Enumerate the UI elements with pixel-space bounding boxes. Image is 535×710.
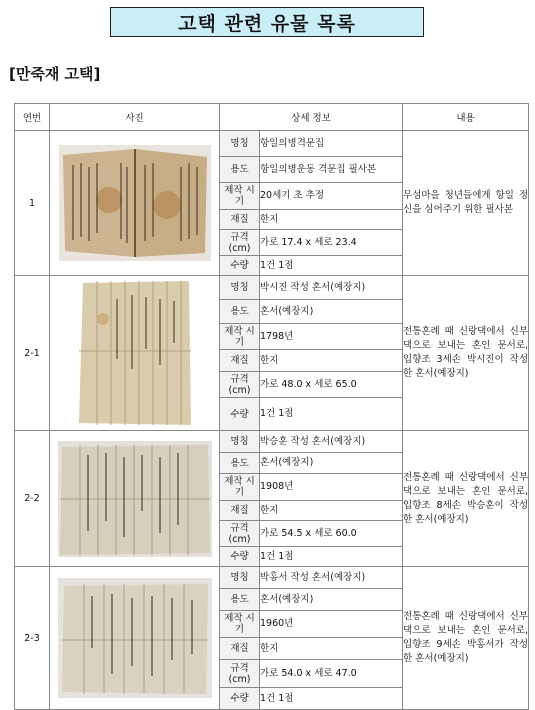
value-period: 1798년 bbox=[260, 324, 403, 350]
section-heading: [만죽재 고택] bbox=[9, 65, 101, 83]
label-name: 명칭 bbox=[220, 131, 260, 157]
value-usage: 혼서(예장지) bbox=[260, 589, 403, 611]
item-number: 2-3 bbox=[15, 567, 50, 710]
page-title: 고택 관련 유물 목록 bbox=[110, 7, 424, 37]
table-row bbox=[15, 431, 529, 453]
value-material: 한지 bbox=[260, 210, 403, 230]
value-material: 한지 bbox=[260, 638, 403, 660]
label-period: 제작 시기 bbox=[220, 324, 260, 350]
value-quantity: 1건 1점 bbox=[260, 688, 403, 710]
value-usage: 혼서(예장지) bbox=[260, 453, 403, 474]
label-period: 제작 시기 bbox=[220, 474, 260, 501]
value-usage: 혼서(예장지) bbox=[260, 300, 403, 324]
header-no: 연번 bbox=[15, 104, 50, 131]
item-content: 무섬마을 청년들에게 항일 정신을 심어주기 위한 필사본 bbox=[403, 131, 529, 276]
table-header-row bbox=[15, 104, 529, 131]
artifact-photo bbox=[50, 131, 220, 276]
value-material: 한지 bbox=[260, 350, 403, 372]
value-usage: 항일의병운동 격문집 필사본 bbox=[260, 157, 403, 183]
label-quantity: 수량 bbox=[220, 398, 260, 431]
artifact-table bbox=[14, 103, 529, 710]
value-period: 20세기 초 추정 bbox=[260, 183, 403, 210]
header-content: 내용 bbox=[403, 104, 529, 131]
artifact-photo bbox=[50, 276, 220, 431]
value-name: 박시진 작성 혼서(예장지) bbox=[260, 276, 403, 300]
label-usage: 용도 bbox=[220, 157, 260, 183]
label-material: 재질 bbox=[220, 210, 260, 230]
label-period: 제작 시기 bbox=[220, 183, 260, 210]
label-size: 규격 (cm) bbox=[220, 521, 260, 547]
header-photo: 사진 bbox=[50, 104, 220, 131]
value-size: 가로 48.0 x 세로 65.0 bbox=[260, 372, 403, 398]
label-name: 명칭 bbox=[220, 431, 260, 453]
label-period: 제작 시기 bbox=[220, 611, 260, 638]
label-quantity: 수량 bbox=[220, 688, 260, 710]
label-size: 규격 (cm) bbox=[220, 372, 260, 398]
artifact-photo bbox=[50, 567, 220, 710]
label-size: 규격 (cm) bbox=[220, 230, 260, 256]
label-material: 재질 bbox=[220, 638, 260, 660]
value-period: 1960년 bbox=[260, 611, 403, 638]
label-quantity: 수량 bbox=[220, 256, 260, 276]
value-name: 항일의병격문집 bbox=[260, 131, 403, 157]
label-usage: 용도 bbox=[220, 589, 260, 611]
value-name: 박홍서 작성 혼서(예장지) bbox=[260, 567, 403, 589]
value-size: 가로 54.5 x 세로 60.0 bbox=[260, 521, 403, 547]
label-material: 재질 bbox=[220, 501, 260, 521]
table-row bbox=[15, 131, 529, 157]
value-quantity: 1건 1점 bbox=[260, 256, 403, 276]
item-content: 전통혼례 때 신랑댁에서 신부댁으로 보내는 혼인 문서로, 입향조 9세손 박홍서가 작성한 혼서(예장지) bbox=[403, 567, 529, 710]
artifact-photo bbox=[50, 431, 220, 567]
header-detail: 상세 정보 bbox=[220, 104, 403, 131]
label-usage: 용도 bbox=[220, 300, 260, 324]
value-period: 1908년 bbox=[260, 474, 403, 501]
value-size: 가로 17.4 x 세로 23.4 bbox=[260, 230, 403, 256]
table-row bbox=[15, 567, 529, 589]
value-quantity: 1건 1점 bbox=[260, 547, 403, 567]
item-content: 전통혼례 때 신랑댁에서 신부댁으로 보내는 혼인 문서로, 입향조 3세손 박시진이 작성한 혼서(예장지) bbox=[403, 276, 529, 431]
item-number: 2-2 bbox=[15, 431, 50, 567]
item-content: 전통혼례 때 신랑댁에서 신부댁으로 보내는 혼인 문서로, 입향조 8세손 박승훈이 작성한 혼서(예장지) bbox=[403, 431, 529, 567]
label-quantity: 수량 bbox=[220, 547, 260, 567]
label-size: 규격 (cm) bbox=[220, 660, 260, 688]
label-name: 명칭 bbox=[220, 567, 260, 589]
label-usage: 용도 bbox=[220, 453, 260, 474]
label-material: 재질 bbox=[220, 350, 260, 372]
value-quantity: 1건 1점 bbox=[260, 398, 403, 431]
value-material: 한지 bbox=[260, 501, 403, 521]
value-name: 박승훈 작성 혼서(예장지) bbox=[260, 431, 403, 453]
table-row bbox=[15, 276, 529, 300]
value-size: 가로 54.0 x 세로 47.0 bbox=[260, 660, 403, 688]
item-number: 2-1 bbox=[15, 276, 50, 431]
label-name: 명칭 bbox=[220, 276, 260, 300]
item-number: 1 bbox=[15, 131, 50, 276]
